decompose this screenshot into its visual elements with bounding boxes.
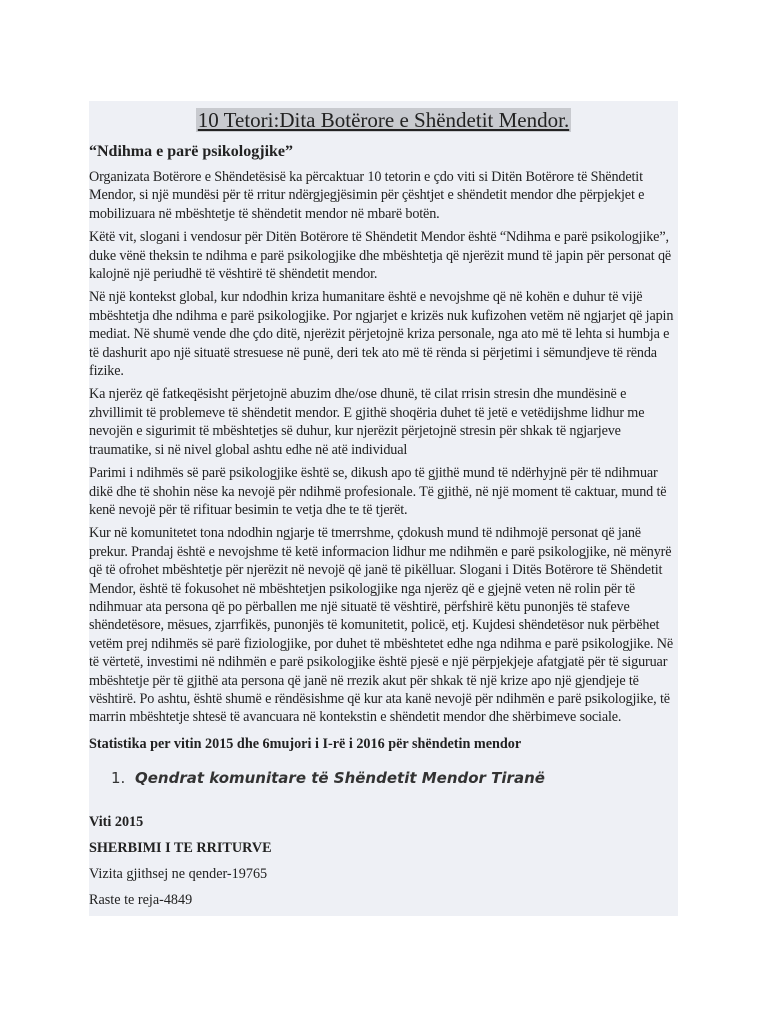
paragraph-5: Parimi i ndihmës së parë psikologjike është se, dikush apo të gjithë mund të ndërhyjnë për të ndihmuar dikë dhe të shohin nëse ka nevojë për ndihmë profesionale. Të gjithë, në një moment të caktuar, mund të kenë nevojë për të rifituar besimin te vetja dhe te të tjerët. bbox=[89, 465, 667, 518]
paragraph-2: Këtë vit, slogani i vendosur për Ditën Botërore të Shëndetit Mendor është “Ndihma e parë psikologjike”, duke vënë theksin te ndihma e parë psikologjike dhe mbështetja që njerëzit mund të japin për personat që kalojnë një periudhë të vështirë të shëndetit mendor. bbox=[89, 229, 672, 283]
list-item-number: 1. bbox=[111, 768, 126, 787]
list-item bbox=[111, 767, 678, 789]
service-label: SHERBIMI I TE RRITURVE bbox=[89, 839, 272, 856]
statistics-heading: Statistika per vitin 2015 dhe 6mujori i I-rë i 2016 për shëndetin mendor bbox=[89, 735, 522, 752]
year-label: Viti 2015 bbox=[89, 813, 144, 830]
visits-total: Vizita gjithsej ne qender-19765 bbox=[89, 865, 268, 882]
paragraph-4: Ka njerëz që fatkeqësisht përjetojnë abuzim dhe/ose dhunë, të cilat rrisin stresin dhe mundësinë e zhvillimit të problemeve të shëndetit mendor. E gjithë shoqëria duhet të jetë e vetëdijshme lidhur me nevojën e sigurimit të mbështetjes së duhur, kur njerëzit përjetojnë stresin për shkak të ngjarjeve traumatike, si në nivel global ashtu edhe në atë individual bbox=[89, 386, 645, 458]
list-item-text: Qendrat komunitare të Shëndetit Mendor Tiranë bbox=[135, 768, 545, 787]
paragraph-3: Në një kontekst global, kur ndodhin kriza humanitare është e nevojshme që në kohën e duhur të vijë mbështetja dhe ndihma e parë psikologjike. Por ngjarjet e krizës nuk kufizohen vetëm në ngjarjet që japin mediat. Në shumë vende dhe çdo ditë, njerëzit përjetojnë kriza personale, nga ato më të lehta si humbja e të dashurit apo një situatë stresuese në punë, deri tek ato më të rënda si përjetimi i sëmundjeve të rënda fizike. bbox=[89, 289, 674, 380]
paragraph-6: Kur në komunitetet tona ndodhin ngjarje të tmerrshme, çdokush mund të ndihmojë personat që janë prekur. Prandaj është e nevojshme të ketë informacion lidhur me ndihmën e parë psikologjike, në mënyrë që të ofrohet mbështetje për njerëzit në nevojë që janë të pikëlluar. Slogani i Ditës Botërore të Shëndetit Mendor, është të fokusohet në mbështetjen psikologjike nga njerëz që e gjejnë veten në rolin për të ndihmuar ata persona që po përballen me një situatë të vështirë, përfshirë këtu punonjës të stafeve shëndetësore, mësues, zjarrfikës, punonjës të komunitetit, policë, etj. Kujdesi shëndetësor nuk përbëhet vetëm prej ndihmës së parë fiziologjike, por duhet të mbështetet edhe nga ndihma e parë psikologjike. Në të vërtetë, investimi në ndihmën e parë psikologjike është pjesë e një përpjekjeje afatgjatë për të siguruar mbështetje për të gjithë ata persona që janë në rrezik akut për shkak të një krize apo një gjendjeje të vështirë. Po ashtu, është shumë e rëndësishme që kur ata kanë nevojë për ndihmën e parë psikologjike, të marrin mbështetje shtesë të avancuara në kontekstin e shëndetit mendor dhe shërbimeve sociale. bbox=[89, 525, 674, 726]
paragraph-1: Organizata Botërore e Shëndetësisë ka përcaktuar 10 tetorin e çdo viti si Ditën Botërore të Shëndetit Mendor, si një mundësi për të rritur ndërgjegjësimin për çështjet e shëndetit mendor dhe përpjekjet e mobilizuara në mbështetje të shëndetit mendor në mbarë botën. bbox=[89, 169, 645, 222]
document-page bbox=[89, 101, 678, 916]
new-cases: Raste te reja-4849 bbox=[89, 891, 193, 908]
document-subtitle: “Ndihma e parë psikologjike” bbox=[89, 143, 294, 160]
document-title-text: 10 Tetori:Dita Botërore e Shëndetit Mendor. bbox=[197, 108, 570, 132]
document-title bbox=[89, 105, 678, 135]
